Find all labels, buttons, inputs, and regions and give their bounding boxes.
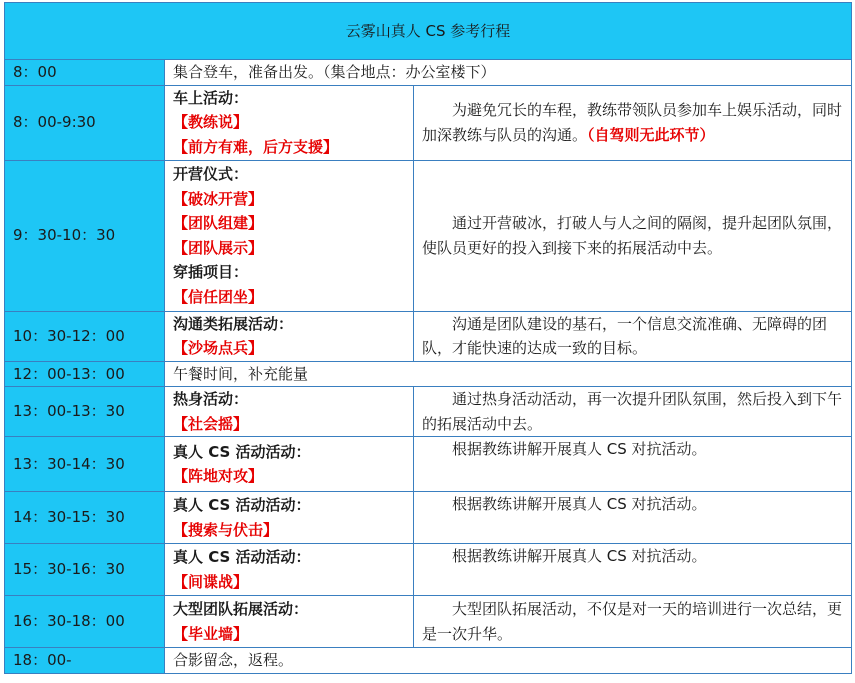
activity-cell xyxy=(165,85,414,160)
activity-item: 【毕业墙】 xyxy=(173,624,249,643)
activity-heading: 大型团队拓展活动： xyxy=(173,600,309,618)
description-text: 为避免冗长的车程，教练带领队员参加车上娱乐活动，同时加深教练与队员的沟通。 xyxy=(422,101,843,144)
activity-item: 【团队组建】 xyxy=(173,214,264,232)
content-cell: 午餐时间，补充能量 xyxy=(165,361,852,387)
activity-item: 【阵地对攻】 xyxy=(173,467,264,485)
time-cell: 14：30-15：30 xyxy=(5,492,165,544)
description-note: （自驾则无此环节） xyxy=(587,125,715,144)
time-cell: 8：00-9:30 xyxy=(5,85,165,160)
page-title: 云雾山真人 CS 参考行程 xyxy=(5,3,852,60)
activity-cell xyxy=(165,387,414,437)
activity-cell xyxy=(165,311,414,361)
time-cell: 13：30-14：30 xyxy=(5,437,165,492)
activity-heading: 开营仪式： xyxy=(173,165,249,183)
description-cell: 大型团队拓展活动，不仅是对一天的培训进行一次总结，更是一次升华。 xyxy=(414,596,852,648)
activity-item: 【间谍战】 xyxy=(173,572,249,591)
description-cell: 通过热身活动活动，再一次提升团队氛围，然后投入到下午的拓展活动中去。 xyxy=(414,387,852,437)
description-cell: 根据教练讲解开展真人 CS 对抗活动。 xyxy=(414,492,852,544)
content-cell: 集合登车，准备出发。（集合地点：办公室楼下） xyxy=(165,60,852,86)
activity-cell xyxy=(165,160,414,311)
activity-heading: 真人 CS 活动活动： xyxy=(173,548,311,566)
activity-heading: 沟通类拓展活动： xyxy=(173,314,294,333)
activity-heading: 真人 CS 活动活动： xyxy=(173,496,311,514)
activity-item: 【沙场点兵】 xyxy=(173,339,264,357)
time-cell: 15：30-16：30 xyxy=(5,544,165,596)
activity-item: 【信任团坐】 xyxy=(173,287,264,306)
activity-item: 【团队展示】 xyxy=(173,238,264,257)
description-cell: 根据教练讲解开展真人 CS 对抗活动。 xyxy=(414,437,852,492)
activity-subheading: 穿插项目： xyxy=(173,263,249,281)
activity-item: 【破冰开营】 xyxy=(173,189,264,208)
time-cell: 12：00-13：00 xyxy=(5,361,165,387)
itinerary-table xyxy=(4,2,852,674)
table-row xyxy=(5,387,852,437)
description-cell xyxy=(414,85,852,160)
activity-cell xyxy=(165,492,414,544)
time-cell: 10：30-12：00 xyxy=(5,311,165,361)
table-row xyxy=(5,85,852,160)
activity-cell xyxy=(165,437,414,492)
table-row xyxy=(5,437,852,492)
activity-item: 【社会摇】 xyxy=(173,414,249,433)
time-cell: 16：30-18：00 xyxy=(5,596,165,648)
time-cell: 9：30-10：30 xyxy=(5,160,165,311)
itinerary-document xyxy=(4,2,851,674)
activity-heading: 热身活动： xyxy=(173,390,249,408)
table-row xyxy=(5,596,852,648)
table-row xyxy=(5,648,852,674)
table-row xyxy=(5,361,852,387)
table-row xyxy=(5,60,852,86)
table-row xyxy=(5,492,852,544)
description-cell: 根据教练讲解开展真人 CS 对抗活动。 xyxy=(414,544,852,596)
activity-heading: 车上活动： xyxy=(173,88,249,107)
activity-item: 【前方有难，后方支援】 xyxy=(173,137,339,156)
activity-cell xyxy=(165,544,414,596)
content-cell: 合影留念，返程。 xyxy=(165,648,852,674)
time-cell: 8：00 xyxy=(5,60,165,86)
time-cell: 18：00- xyxy=(5,648,165,674)
description-cell: 沟通是团队建设的基石，一个信息交流准确、无障碍的团队，才能快速的达成一致的目标。 xyxy=(414,311,852,361)
table-row xyxy=(5,544,852,596)
time-cell: 13：00-13：30 xyxy=(5,387,165,437)
table-row xyxy=(5,160,852,311)
description-cell: 通过开营破冰，打破人与人之间的隔阂，提升起团队氛围，使队员更好的投入到接下来的拓展活动中去。 xyxy=(414,160,852,311)
title-row xyxy=(5,3,852,60)
activity-cell xyxy=(165,596,414,648)
activity-item: 【教练说】 xyxy=(173,113,249,132)
table-row xyxy=(5,311,852,361)
activity-heading: 真人 CS 活动活动： xyxy=(173,442,311,461)
activity-item: 【搜索与伏击】 xyxy=(173,520,279,539)
